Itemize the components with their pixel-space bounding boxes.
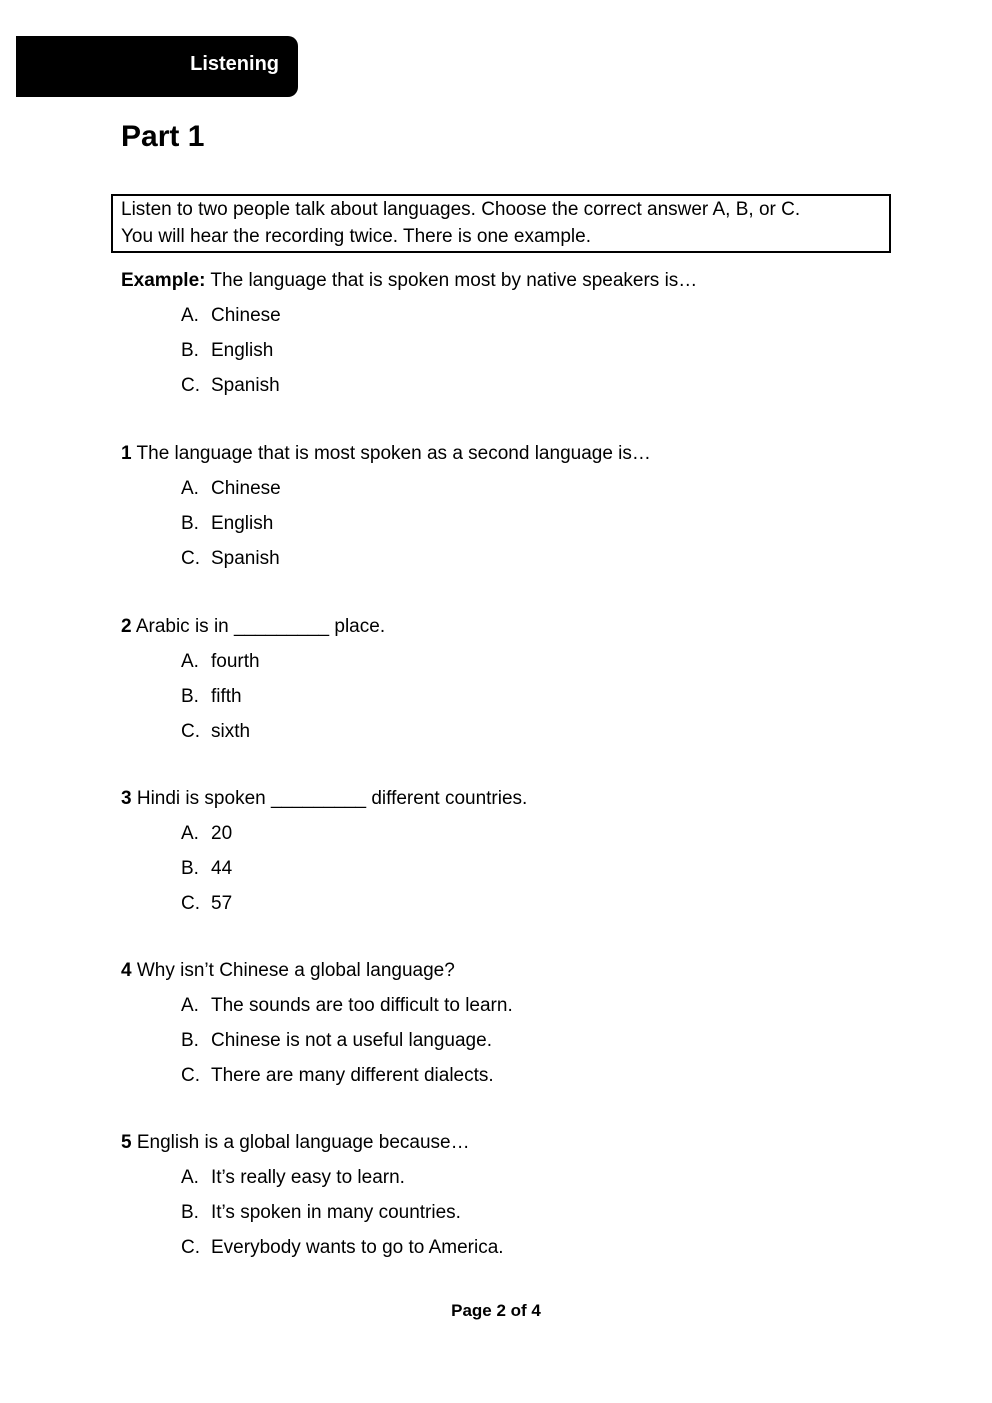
instructions-box: [111, 194, 891, 253]
option-text: English: [211, 340, 274, 361]
question-number: 5: [121, 1132, 132, 1153]
option-text: Spanish: [211, 375, 280, 396]
example-question: [121, 263, 697, 403]
option-letter: A.: [181, 651, 199, 672]
answer-option: [121, 644, 385, 679]
question: [121, 609, 385, 749]
question-number: 1: [121, 443, 132, 464]
question: [121, 1125, 504, 1265]
option-letter: C.: [181, 1237, 200, 1258]
option-text: fourth: [211, 651, 260, 672]
page-footer: Page 2 of 4: [451, 1301, 541, 1320]
option-letter: C.: [181, 1065, 200, 1086]
option-text: 44: [211, 858, 233, 879]
section-tab: [16, 36, 298, 97]
answer-option: [121, 886, 527, 921]
answer-option: [121, 368, 697, 403]
option-letter: B.: [181, 858, 199, 879]
option-text: 57: [211, 893, 233, 914]
option-letter: C.: [181, 548, 200, 569]
option-letter: A.: [181, 1167, 199, 1188]
question-stem: [121, 1125, 504, 1160]
option-letter: B.: [181, 513, 199, 534]
question-text: Why isn’t Chinese a global language?: [136, 960, 455, 981]
question: [121, 781, 527, 921]
option-text: There are many different dialects.: [211, 1065, 494, 1086]
part-title: Part 1: [121, 120, 205, 153]
question-text: The language that is spoken most by native speakers is…: [210, 270, 698, 291]
question-stem: [121, 263, 697, 298]
question-stem: [121, 781, 527, 816]
answer-option: [121, 851, 527, 886]
answer-option: [121, 506, 651, 541]
answer-option: [121, 1195, 504, 1230]
option-text: The sounds are too difficult to learn.: [211, 995, 513, 1016]
option-letter: A.: [181, 305, 199, 326]
option-letter: B.: [181, 1030, 199, 1051]
question-text: Arabic is in _________ place.: [135, 616, 386, 637]
option-letter: B.: [181, 340, 199, 361]
option-text: Chinese: [211, 478, 281, 499]
option-letter: B.: [181, 686, 199, 707]
question-number: 4: [121, 960, 132, 981]
answer-option: [121, 1230, 504, 1265]
answer-option: [121, 298, 697, 333]
answer-option: [121, 679, 385, 714]
answer-option: [121, 471, 651, 506]
answer-option: [121, 816, 527, 851]
option-text: English: [211, 513, 274, 534]
question-stem: [121, 609, 385, 644]
option-text: Chinese is not a useful language.: [211, 1030, 492, 1051]
question-number: 3: [121, 788, 132, 809]
instruction-line: You will hear the recording twice. There is one example.: [121, 226, 591, 247]
section-tab-label: Listening: [190, 53, 279, 75]
option-letter: C.: [181, 721, 200, 742]
option-letter: A.: [181, 995, 199, 1016]
question-text: English is a global language because…: [136, 1132, 470, 1153]
question-number: Example:: [121, 270, 206, 291]
question-number: 2: [121, 616, 132, 637]
question-stem: [121, 953, 513, 988]
option-text: sixth: [211, 721, 251, 742]
question: [121, 953, 513, 1093]
option-text: 20: [211, 823, 233, 844]
answer-option: [121, 333, 697, 368]
option-letter: A.: [181, 823, 199, 844]
option-letter: A.: [181, 478, 199, 499]
answer-option: [121, 541, 651, 576]
question-text: The language that is most spoken as a second language is…: [136, 443, 651, 464]
answer-option: [121, 714, 385, 749]
option-text: fifth: [211, 686, 242, 707]
option-letter: C.: [181, 375, 200, 396]
option-text: Spanish: [211, 548, 280, 569]
option-text: Everybody wants to go to America.: [211, 1237, 504, 1258]
instruction-line: Listen to two people talk about languages. Choose the correct answer A, B, or C.: [121, 199, 801, 220]
question: [121, 436, 651, 576]
answer-option: [121, 1058, 513, 1093]
option-letter: C.: [181, 893, 200, 914]
option-letter: B.: [181, 1202, 199, 1223]
answer-option: [121, 1160, 504, 1195]
option-text: Chinese: [211, 305, 281, 326]
option-text: It’s spoken in many countries.: [211, 1202, 461, 1223]
option-text: It’s really easy to learn.: [211, 1167, 405, 1188]
answer-option: [121, 1023, 513, 1058]
question-text: Hindi is spoken _________ different countries.: [136, 788, 528, 809]
question-stem: [121, 436, 651, 471]
answer-option: [121, 988, 513, 1023]
